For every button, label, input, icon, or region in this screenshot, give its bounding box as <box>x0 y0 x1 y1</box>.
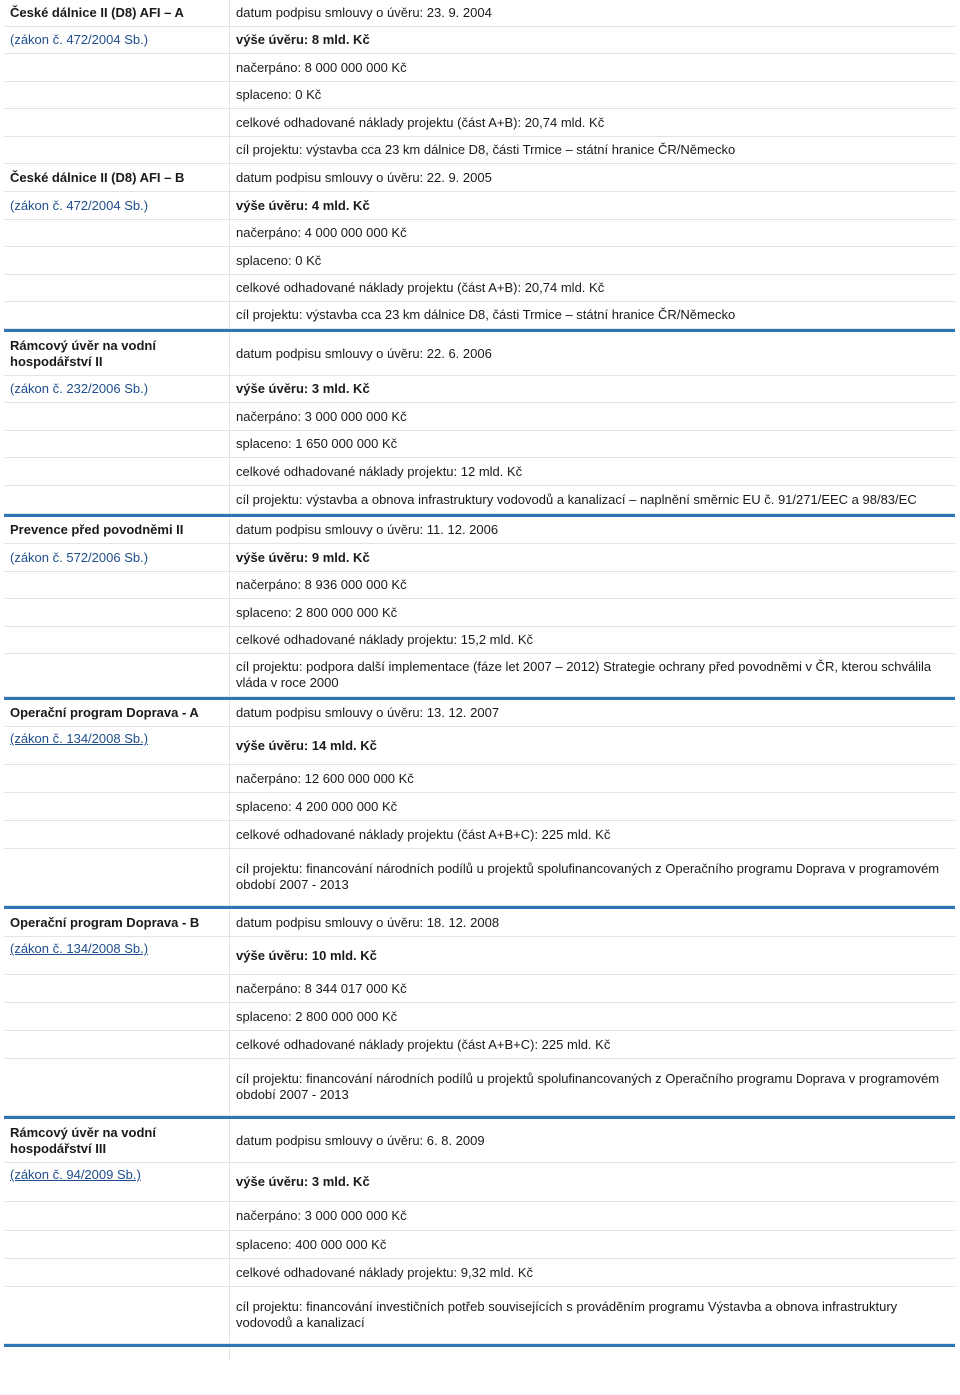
law-reference: (zákon č. 134/2008 Sb.) <box>10 731 149 746</box>
loan-row <box>4 1202 955 1231</box>
signing-date: datum podpisu smlouvy o úvěru: 13. 12. 2007 <box>236 705 500 720</box>
law-reference: (zákon č. 134/2008 Sb.) <box>10 941 149 956</box>
repaid-amount: splaceno: 2 800 000 000 Kč <box>236 604 398 620</box>
drawn-amount: načerpáno: 4 000 000 000 Kč <box>236 225 407 240</box>
loan-row <box>4 137 955 164</box>
loan-section-water-iii <box>4 1119 955 1344</box>
loan-section-water-ii <box>4 332 955 514</box>
project-costs: celkové odhadované náklady projektu (část A+B): 20,74 mld. Kč <box>236 280 605 295</box>
loan-section-d8-afi-a <box>4 0 955 164</box>
drawn-amount: načerpáno: 3 000 000 000 Kč <box>236 1208 407 1223</box>
signing-date: datum podpisu smlouvy o úvěru: 23. 9. 2004 <box>236 5 492 20</box>
law-reference: (zákon č. 572/2006 Sb.) <box>10 549 149 565</box>
loan-row <box>4 1287 955 1344</box>
loan-section-flood-ii <box>4 517 955 697</box>
loan-row <box>4 247 955 275</box>
repaid-amount: splaceno: 0 Kč <box>236 252 322 268</box>
signing-date: datum podpisu smlouvy o úvěru: 22. 9. 2005 <box>236 169 492 185</box>
loan-amount: výše úvěru: 3 mld. Kč <box>236 1174 370 1189</box>
loan-row <box>4 821 955 849</box>
loan-row <box>4 654 955 697</box>
project-goal: cíl projektu: výstavba a obnova infrastruktury vodovodů a kanalizací – naplnění směrnic EU č. 91/271/EEC a 98/83/EC <box>236 491 917 507</box>
loan-name: České dálnice II (D8) AFI – B <box>10 169 185 185</box>
drawn-amount: načerpáno: 8 344 017 000 Kč <box>236 980 407 996</box>
loan-row <box>4 403 955 431</box>
repaid-amount: splaceno: 0 Kč <box>236 87 322 102</box>
loan-row <box>4 517 955 544</box>
loan-row <box>4 164 955 192</box>
loan-row <box>4 544 955 572</box>
project-goal: cíl projektu: podpora další implementace (fáze let 2007 – 2012) Strategie ochrany před povodněmi v ČR, kterou schválila vláda v roce 2000 <box>236 659 932 690</box>
loan-amount: výše úvěru: 14 mld. Kč <box>236 737 377 753</box>
project-costs: celkové odhadované náklady projektu (část A+B): 20,74 mld. Kč <box>236 114 605 130</box>
project-costs: celkové odhadované náklady projektu (část A+B+C): 225 mld. Kč <box>236 826 611 842</box>
signing-date: datum podpisu smlouvy o úvěru: 11. 12. 2006 <box>236 522 499 537</box>
loan-row <box>4 27 955 54</box>
loan-row <box>4 1163 955 1202</box>
loan-row <box>4 376 955 403</box>
loan-row <box>4 220 955 247</box>
project-goal: cíl projektu: financování investičních potřeb souvisejících s prováděním programu Výstavba a obnova infrastruktury vodovodů a kanalizací <box>236 1299 898 1330</box>
law-reference: (zákon č. 232/2006 Sb.) <box>10 381 149 396</box>
loan-row <box>4 1059 955 1116</box>
loan-row <box>4 431 955 458</box>
loan-row <box>4 765 955 793</box>
loan-row <box>4 302 955 329</box>
signing-date: datum podpisu smlouvy o úvěru: 6. 8. 2009 <box>236 1132 485 1148</box>
law-reference: (zákon č. 94/2009 Sb.) <box>10 1167 141 1182</box>
signing-date: datum podpisu smlouvy o úvěru: 18. 12. 2008 <box>236 914 500 930</box>
loan-document <box>4 0 955 1361</box>
law-reference: (zákon č. 472/2004 Sb.) <box>10 197 149 213</box>
loan-row <box>4 727 955 765</box>
loan-row <box>4 1231 955 1259</box>
repaid-amount: splaceno: 4 200 000 000 Kč <box>236 798 398 814</box>
loan-row <box>4 458 955 486</box>
loan-row <box>4 109 955 137</box>
loan-amount: výše úvěru: 8 mld. Kč <box>236 32 370 47</box>
loan-row <box>4 1259 955 1287</box>
loan-row <box>4 599 955 627</box>
loan-amount: výše úvěru: 3 mld. Kč <box>236 381 370 396</box>
loan-amount: výše úvěru: 9 mld. Kč <box>236 549 370 565</box>
loan-row <box>4 1119 955 1163</box>
loan-section-doprava-a <box>4 700 955 906</box>
loan-row <box>4 486 955 514</box>
loan-row <box>4 332 955 376</box>
drawn-amount: načerpáno: 8 000 000 000 Kč <box>236 59 407 75</box>
project-costs: celkové odhadované náklady projektu: 15,2 mld. Kč <box>236 632 534 647</box>
trailing-row <box>4 1347 955 1361</box>
loan-amount: výše úvěru: 4 mld. Kč <box>236 197 370 213</box>
loan-row <box>4 572 955 599</box>
loan-row <box>4 192 955 220</box>
law-reference: (zákon č. 472/2004 Sb.) <box>10 32 149 47</box>
loan-name: Rámcový úvěr na vodní hospodářství III <box>10 1124 156 1156</box>
drawn-amount: načerpáno: 12 600 000 000 Kč <box>236 770 414 786</box>
repaid-amount: splaceno: 2 800 000 000 Kč <box>236 1008 398 1024</box>
loan-name: České dálnice II (D8) AFI – A <box>10 5 184 20</box>
drawn-amount: načerpáno: 8 936 000 000 Kč <box>236 577 407 592</box>
loan-row <box>4 849 955 906</box>
repaid-amount: splaceno: 400 000 000 Kč <box>236 1236 387 1252</box>
loan-section-d8-afi-b <box>4 164 955 329</box>
drawn-amount: načerpáno: 3 000 000 000 Kč <box>236 408 407 424</box>
loan-name: Prevence před povodněmi II <box>10 522 184 537</box>
project-goal: cíl projektu: financování národních podílů u projektů spolufinancovaných z Operačního programu Doprava v programovém období 2007 - 2013 <box>236 1071 940 1102</box>
loan-row <box>4 793 955 821</box>
loan-section-doprava-b <box>4 909 955 1116</box>
loan-row <box>4 1003 955 1031</box>
loan-row <box>4 909 955 937</box>
loan-name: Operační program Doprava - A <box>10 705 199 720</box>
signing-date: datum podpisu smlouvy o úvěru: 22. 6. 2006 <box>236 345 492 361</box>
repaid-amount: splaceno: 1 650 000 000 Kč <box>236 436 398 451</box>
loan-row <box>4 937 955 975</box>
project-goal: cíl projektu: výstavba cca 23 km dálnice D8, části Trmice – státní hranice ČR/Německo <box>236 307 736 322</box>
loan-amount: výše úvěru: 10 mld. Kč <box>236 947 377 963</box>
project-goal: cíl projektu: financování národních podílů u projektů spolufinancovaných z Operačního programu Doprava v programovém období 2007 - 2013 <box>236 861 940 892</box>
loan-row <box>4 54 955 82</box>
project-costs: celkové odhadované náklady projektu: 12 mld. Kč <box>236 463 523 479</box>
loan-row <box>4 0 955 27</box>
loan-row <box>4 275 955 302</box>
loan-row <box>4 700 955 727</box>
loan-row <box>4 627 955 654</box>
loan-row <box>4 1031 955 1059</box>
project-costs: celkové odhadované náklady projektu (část A+B+C): 225 mld. Kč <box>236 1036 611 1052</box>
project-goal: cíl projektu: výstavba cca 23 km dálnice D8, části Trmice – státní hranice ČR/Německo <box>236 142 736 157</box>
loan-row <box>4 82 955 109</box>
loan-name: Operační program Doprava - B <box>10 914 200 930</box>
loan-row <box>4 975 955 1003</box>
loan-name: Rámcový úvěr na vodní hospodářství II <box>10 337 156 369</box>
project-costs: celkové odhadované náklady projektu: 9,32 mld. Kč <box>236 1264 534 1280</box>
